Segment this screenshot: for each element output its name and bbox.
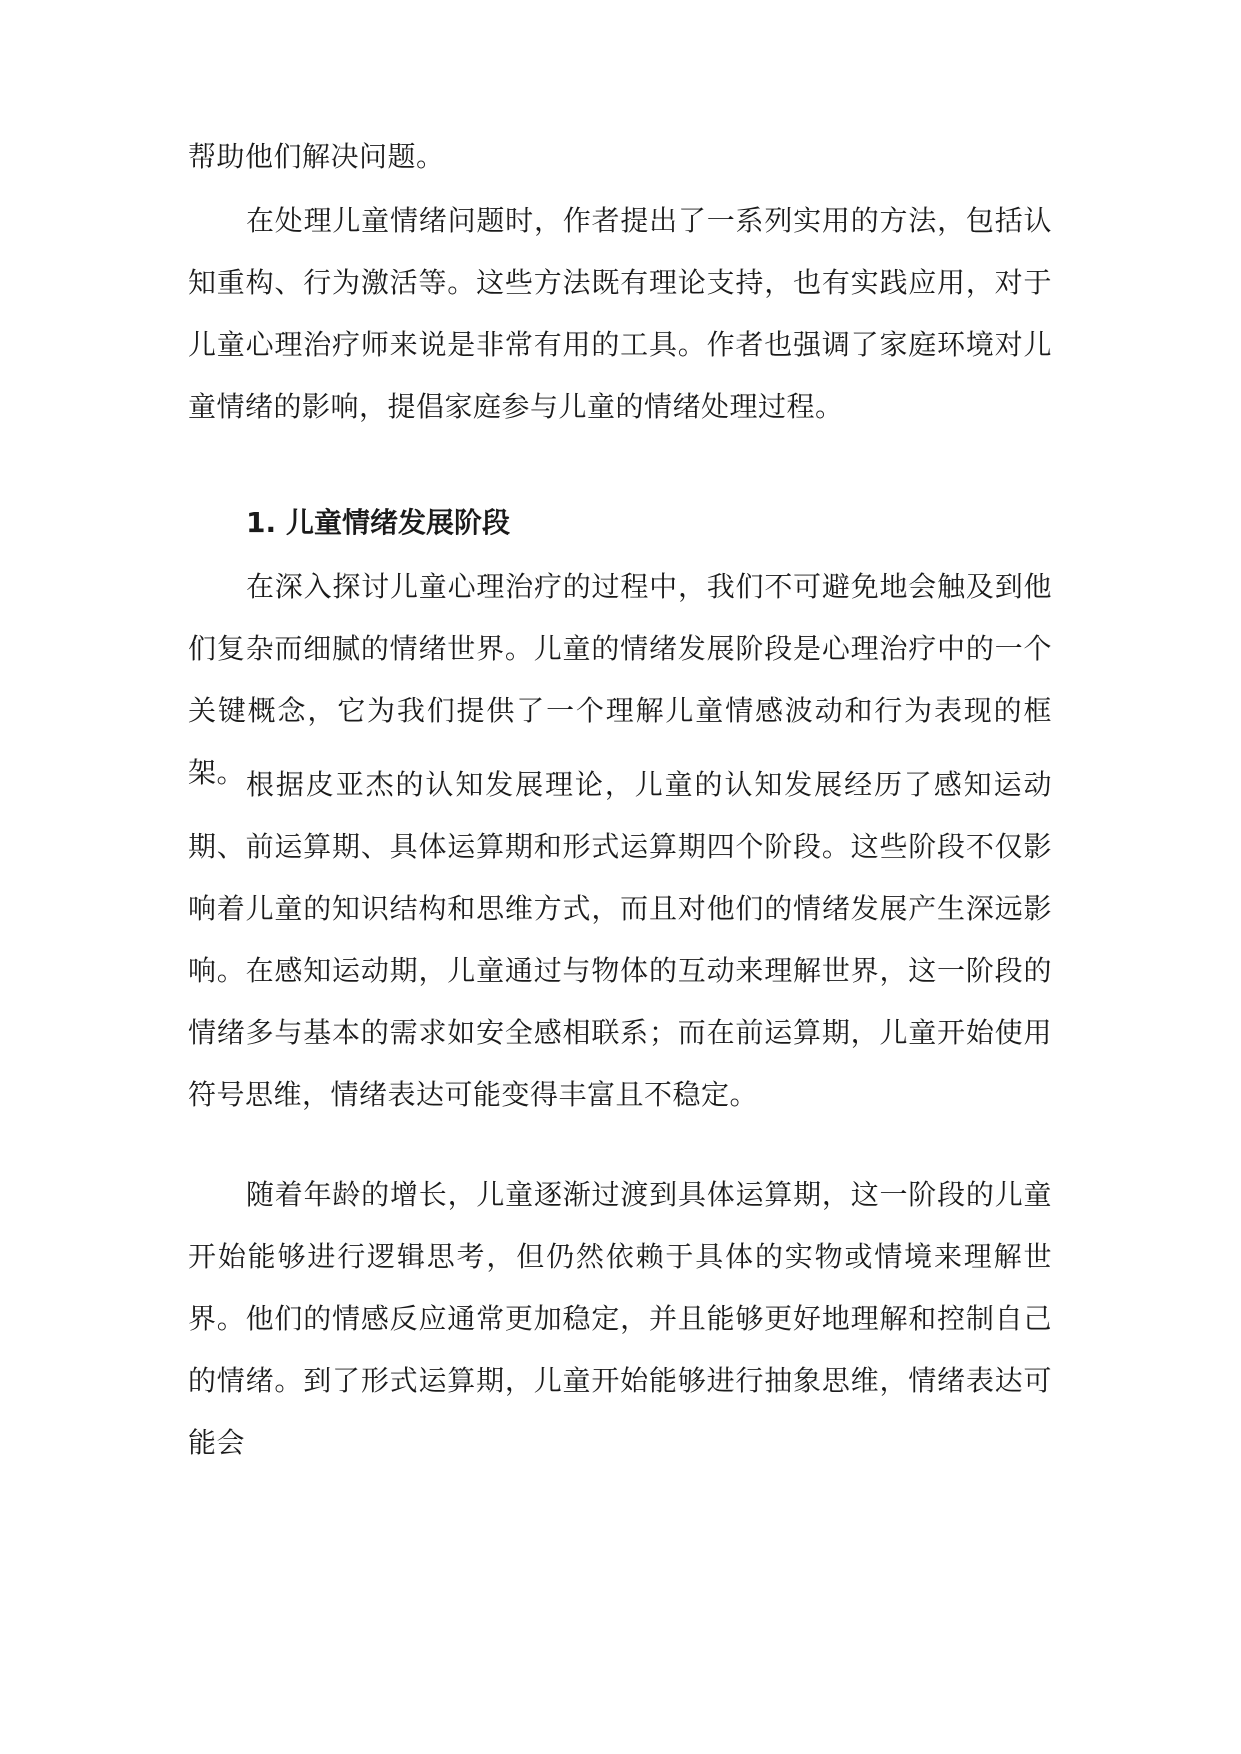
paragraph-text: 随着年龄的增长，儿童逐渐过渡到具体运算期，这一阶段的儿童开始能够进行逻辑思考，但仍然依赖于具体的实物或情境来理解世界。他们的情感反应通常更加稳定，并且能够更好地理解和控制自己的情绪。到了形式运算期，儿童开始能够进行抽象思维，情绪表达可能会	[188, 1178, 1052, 1459]
paragraph-text: 帮助他们解决问题。	[188, 140, 445, 173]
paragraph-text: 在处理儿童情绪问题时，作者提出了一系列实用的方法，包括认知重构、行为激活等。这些方法既有理论支持，也有实践应用，对于儿童心理治疗师来说是非常有用的工具。作者也强调了家庭环境对儿童情绪的影响，提倡家庭参与儿童的情绪处理过程。	[188, 204, 1052, 423]
paragraph-piaget	[188, 754, 1052, 1126]
paragraph-continued	[188, 126, 1052, 188]
section-title	[188, 492, 1052, 554]
paragraph-concrete-operational	[188, 1164, 1052, 1474]
paragraph-text: 根据皮亚杰的认知发展理论，儿童的认知发展经历了感知运动期、前运算期、具体运算期和形式运算期四个阶段。这些阶段不仅影响着儿童的知识结构和思维方式，而且对他们的情绪发展产生深远影响。在感知运动期，儿童通过与物体的互动来理解世界，这一阶段的情绪多与基本的需求如安全感相联系；而在前运算期，儿童开始使用符号思维，情绪表达可能变得丰富且不稳定。	[188, 768, 1052, 1111]
section-number: 1.	[246, 506, 277, 539]
section-title-text: 儿童情绪发展阶段	[286, 506, 511, 539]
paragraph-text: 在深入探讨儿童心理治疗的过程中，我们不可避免地会触及到他们复杂而细腻的情绪世界。儿童的情绪发展阶段是心理治疗中的一个关键概念，它为我们提供了一个理解儿童情感波动和行为表现的框架。	[188, 570, 1052, 789]
paragraph-methods	[188, 190, 1052, 438]
section-heading	[188, 492, 1052, 554]
